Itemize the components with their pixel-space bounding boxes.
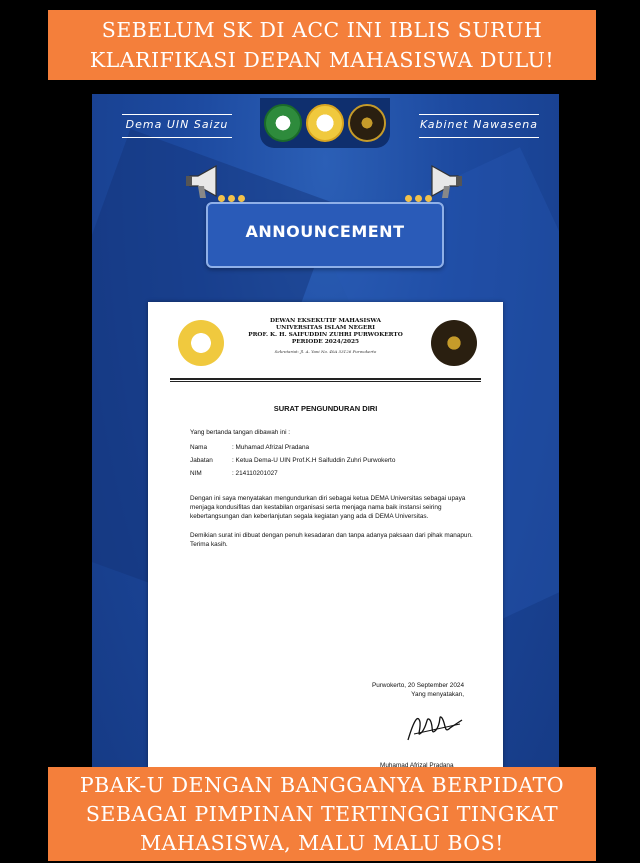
top-caption bbox=[48, 10, 596, 80]
kabinet-logo-icon bbox=[431, 320, 477, 366]
kop-line-4: PERIODE 2024/2025 bbox=[291, 339, 360, 345]
field-value: : Ketua Dema-U UIN Prof.K.H Saifuddin Zuhri Purwokerto bbox=[232, 457, 396, 464]
dema-tag: Dema UIN Saizu bbox=[122, 114, 232, 138]
uin-logo-icon bbox=[264, 104, 302, 142]
kop-line-2: UNIVERSITAS ISLAM NEGERI bbox=[276, 325, 375, 331]
letter-paragraph-2: Demikian surat ini dibuat dengan penuh kesadaran dan tanpa adanya paksaan dari pihak manapun. Terima kasih. bbox=[190, 532, 473, 548]
bottom-caption-line-2: SEBAGAI PIMPINAN TERTINGGI TINGKAT bbox=[85, 802, 559, 826]
signature-block bbox=[354, 681, 464, 699]
resignation-letter bbox=[148, 302, 503, 767]
field-key: NIM bbox=[190, 470, 202, 477]
letterhead bbox=[148, 318, 503, 378]
kabinet-tag: Kabinet Nawasena bbox=[419, 114, 539, 138]
field-key: Nama bbox=[190, 444, 208, 451]
letter-paragraph-1: Dengan ini saya menyatakan mengundurkan diri sebagai ketua DEMA Universitas sebagai upaya menjaga kondusifitas dan kestabilan organisasi serta menjaga nama baik instansi seiring kebertangsungan dan keberlanjutan segala kegiatan yang ada di DEMA Universitas. bbox=[190, 495, 466, 520]
announcement-poster bbox=[92, 94, 559, 767]
letter-title: SURAT PENGUNDURAN DIRI bbox=[273, 404, 378, 413]
top-caption-line-2: KLARIFIKASI DEPAN MAHASISWA DULU! bbox=[89, 48, 555, 72]
announcement-banner bbox=[206, 202, 444, 268]
logo-tray bbox=[260, 98, 390, 148]
bottom-caption bbox=[48, 767, 596, 861]
kop-line-1: DEWAN EKSEKUTIF MAHASISWA bbox=[269, 318, 382, 324]
bottom-caption-line-3: MAHASISWA, MALU MALU BOS! bbox=[140, 831, 504, 855]
identity-fields bbox=[190, 443, 473, 478]
announcement-title: ANNOUNCEMENT bbox=[245, 222, 405, 241]
signature-icon bbox=[404, 710, 466, 746]
letter-intro: Yang bertanda tangan dibawah ini : bbox=[190, 429, 291, 436]
kabinet-logo-icon bbox=[348, 104, 386, 142]
letter-body bbox=[190, 428, 473, 549]
signer-name: Muhamad Afrizal Pradana bbox=[380, 762, 454, 767]
declarant-label: Yang menyatakan, bbox=[411, 691, 464, 698]
field-row bbox=[190, 469, 473, 478]
field-row bbox=[190, 443, 473, 452]
field-value: : 214110201027 bbox=[232, 470, 278, 477]
kop-address: Sekretariat: Jl. A. Yani No. 40A 53126 Purwokerto bbox=[274, 349, 377, 354]
bottom-caption-line-1: PBAK-U DENGAN BANGGANYA BERPIDATO bbox=[79, 773, 565, 797]
dema-logo-icon bbox=[178, 320, 224, 366]
field-row bbox=[190, 456, 473, 465]
letterhead-divider bbox=[170, 378, 481, 382]
field-value: : Muhamad Afrizal Pradana bbox=[232, 444, 310, 451]
field-key: Jabatan bbox=[190, 457, 213, 464]
kop-line-3: PROF. K. H. SAIFUDDIN ZUHRI PURWOKERTO bbox=[248, 332, 403, 338]
dema-logo-icon bbox=[306, 104, 344, 142]
place-date: Purwokerto, 20 September 2024 bbox=[371, 682, 464, 689]
top-caption-line-1: SEBELUM SK DI ACC INI IBLIS SURUH bbox=[101, 18, 543, 42]
